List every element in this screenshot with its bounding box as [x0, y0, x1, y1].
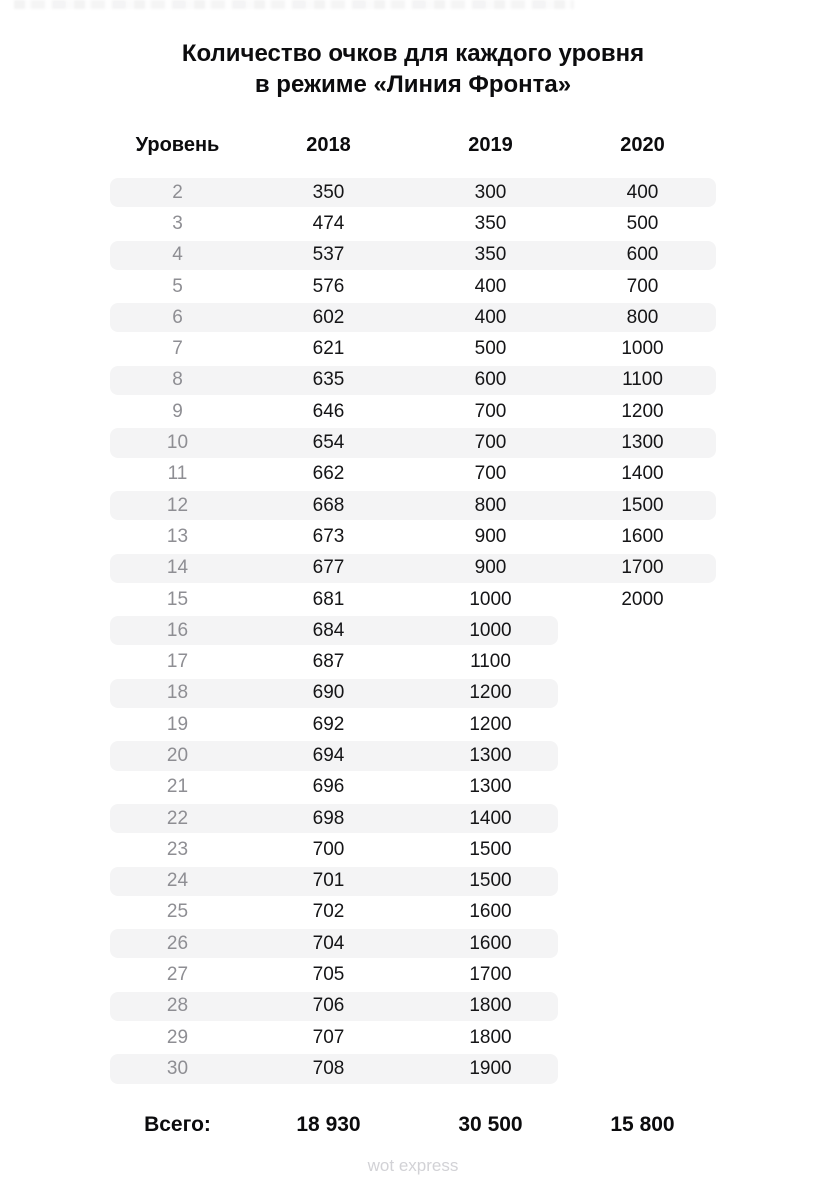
- value-cell-2018: 646: [312, 400, 345, 422]
- level-cell: 29: [166, 1026, 189, 1048]
- value-cell-2019: 1200: [469, 713, 512, 735]
- total-2019: 30 500: [458, 1112, 523, 1136]
- table-row: [110, 584, 716, 615]
- value-cell-2019: 1300: [469, 776, 512, 798]
- level-cell: 26: [166, 932, 189, 954]
- table-row: [110, 959, 716, 990]
- value-cell-2018: 700: [312, 838, 345, 860]
- value-cell-2019: 500: [474, 338, 507, 360]
- level-cell: 13: [166, 525, 189, 547]
- table-row: [110, 709, 716, 740]
- value-cell-2018: 696: [312, 776, 345, 798]
- value-cell-2020: 1000: [621, 338, 664, 360]
- value-cell-2018: 635: [312, 369, 345, 391]
- value-cell-2020: 600: [626, 244, 659, 266]
- table-row: [110, 521, 716, 552]
- level-cell: 15: [166, 588, 189, 610]
- value-cell-2020: 1200: [621, 400, 664, 422]
- level-cell: 22: [166, 807, 189, 829]
- table-row: [110, 396, 716, 427]
- value-cell-2020: 800: [626, 306, 659, 328]
- value-cell-2018: 350: [312, 181, 345, 203]
- value-cell-2019: 1000: [469, 619, 512, 641]
- value-cell-2018: 681: [312, 588, 345, 610]
- value-cell-2019: 1800: [469, 1026, 512, 1048]
- value-cell-2019: 1500: [469, 870, 512, 892]
- cropped-text-artifact: [14, 0, 574, 9]
- value-cell-2018: 701: [312, 870, 345, 892]
- table-row: [110, 271, 716, 302]
- value-cell-2018: 698: [312, 807, 345, 829]
- value-cell-2018: 692: [312, 713, 345, 735]
- table-row: [110, 866, 716, 897]
- level-cell: 10: [166, 432, 189, 454]
- value-cell-2019: 350: [474, 212, 507, 234]
- value-cell-2020: 2000: [621, 588, 664, 610]
- value-cell-2020: 1600: [621, 525, 664, 547]
- value-cell-2019: 1700: [469, 964, 512, 986]
- level-cell: 24: [166, 870, 189, 892]
- total-2018: 18 930: [296, 1112, 361, 1136]
- totals-label: Всего:: [144, 1112, 211, 1136]
- value-cell-2018: 687: [312, 651, 345, 673]
- value-cell-2019: 1600: [469, 932, 512, 954]
- title-line-1: Количество очков для каждого уровня: [181, 40, 645, 67]
- value-cell-2019: 1900: [469, 1057, 512, 1079]
- level-cell: 12: [166, 494, 189, 516]
- column-header-2018: 2018: [306, 134, 351, 156]
- value-cell-2019: 1800: [469, 995, 512, 1017]
- value-cell-2018: 654: [312, 432, 345, 454]
- value-cell-2019: 400: [474, 306, 507, 328]
- table-row: [110, 177, 716, 208]
- table-row: [110, 208, 716, 239]
- level-cell: 5: [172, 275, 183, 297]
- value-cell-2020: 1700: [621, 557, 664, 579]
- value-cell-2018: 576: [312, 275, 345, 297]
- table-row: [110, 240, 716, 271]
- value-cell-2020: 400: [626, 181, 659, 203]
- level-cell: 3: [172, 212, 183, 234]
- table-row: [110, 991, 716, 1022]
- value-cell-2019: 1000: [469, 588, 512, 610]
- table-row: [110, 646, 716, 677]
- value-cell-2018: 602: [312, 306, 345, 328]
- value-cell-2019: 900: [474, 525, 507, 547]
- value-cell-2019: 700: [474, 463, 507, 485]
- value-cell-2018: 705: [312, 964, 345, 986]
- table-row: [110, 678, 716, 709]
- value-cell-2019: 800: [474, 494, 507, 516]
- value-cell-2018: 474: [312, 212, 345, 234]
- level-cell: 7: [172, 338, 183, 360]
- table-body: [0, 177, 835, 1085]
- value-cell-2019: 1400: [469, 807, 512, 829]
- value-cell-2019: 400: [474, 275, 507, 297]
- table-row: [110, 897, 716, 928]
- table-row: [110, 772, 716, 803]
- value-cell-2020: 1300: [621, 432, 664, 454]
- value-cell-2018: 694: [312, 744, 345, 766]
- level-cell: 27: [166, 964, 189, 986]
- level-cell: 16: [166, 619, 189, 641]
- table-row: [110, 365, 716, 396]
- value-cell-2018: 708: [312, 1057, 345, 1079]
- title-line-2: в режиме «Линия Фронта»: [254, 71, 572, 98]
- level-cell: 4: [172, 244, 183, 266]
- level-cell: 2: [172, 181, 183, 203]
- level-cell: 14: [166, 557, 189, 579]
- table-row: [110, 302, 716, 333]
- value-cell-2020: 500: [626, 212, 659, 234]
- column-header-2019: 2019: [468, 134, 513, 156]
- table-row: [110, 740, 716, 771]
- value-cell-2020: 1100: [622, 369, 663, 391]
- table-row: [110, 553, 716, 584]
- value-cell-2019: 1200: [469, 682, 512, 704]
- level-cell: 19: [166, 713, 189, 735]
- value-cell-2019: 1300: [469, 744, 512, 766]
- level-cell: 11: [167, 463, 188, 485]
- level-cell: 18: [166, 682, 189, 704]
- total-2020: 15 800: [610, 1112, 675, 1136]
- value-cell-2019: 1100: [470, 651, 511, 673]
- table-row: [110, 928, 716, 959]
- value-cell-2019: 900: [474, 557, 507, 579]
- column-header-2020: 2020: [620, 134, 665, 156]
- value-cell-2018: 690: [312, 682, 345, 704]
- table-row: [110, 333, 716, 364]
- level-cell: 17: [166, 651, 189, 673]
- value-cell-2019: 350: [474, 244, 507, 266]
- level-cell: 9: [172, 400, 183, 422]
- value-cell-2019: 1500: [469, 838, 512, 860]
- column-header-level: Уровень: [135, 134, 220, 156]
- value-cell-2020: 700: [626, 275, 659, 297]
- value-cell-2018: 677: [312, 557, 345, 579]
- value-cell-2019: 700: [474, 400, 507, 422]
- value-cell-2019: 300: [474, 181, 507, 203]
- table-row: [110, 1053, 716, 1084]
- value-cell-2019: 700: [474, 432, 507, 454]
- value-cell-2018: 662: [312, 463, 345, 485]
- level-cell: 8: [172, 369, 183, 391]
- value-cell-2018: 668: [312, 494, 345, 516]
- level-cell: 21: [166, 776, 189, 798]
- value-cell-2018: 621: [312, 338, 345, 360]
- value-cell-2018: 673: [312, 525, 345, 547]
- value-cell-2018: 704: [312, 932, 345, 954]
- table-row: [110, 615, 716, 646]
- table-row: [110, 1022, 716, 1053]
- value-cell-2019: 600: [474, 369, 507, 391]
- table-header: [110, 134, 716, 156]
- table-row: [110, 834, 716, 865]
- table-row: [110, 459, 716, 490]
- page-title: [110, 38, 716, 100]
- level-cell: 23: [166, 838, 189, 860]
- totals-row: [110, 1112, 716, 1138]
- table-row: [110, 803, 716, 834]
- value-cell-2018: 684: [312, 619, 345, 641]
- value-cell-2018: 537: [312, 244, 345, 266]
- level-cell: 6: [172, 306, 183, 328]
- value-cell-2019: 1600: [469, 901, 512, 923]
- level-cell: 28: [166, 995, 189, 1017]
- table-row: [110, 427, 716, 458]
- value-cell-2018: 702: [312, 901, 345, 923]
- table-row: [110, 490, 716, 521]
- value-cell-2018: 707: [312, 1026, 345, 1048]
- level-cell: 25: [166, 901, 189, 923]
- value-cell-2020: 1400: [621, 463, 664, 485]
- value-cell-2020: 1500: [621, 494, 664, 516]
- value-cell-2018: 706: [312, 995, 345, 1017]
- level-cell: 20: [166, 744, 189, 766]
- watermark: wot express: [367, 1155, 459, 1175]
- level-cell: 30: [166, 1057, 189, 1079]
